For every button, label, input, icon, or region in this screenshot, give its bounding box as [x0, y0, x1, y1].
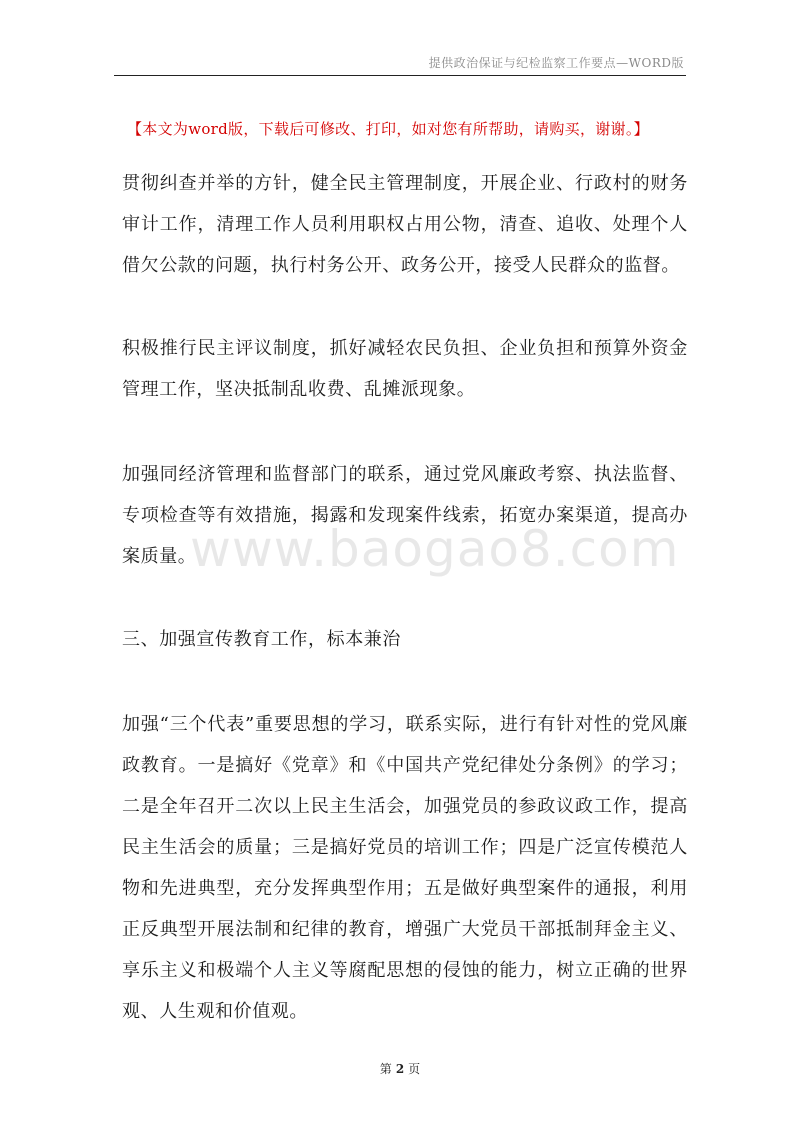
- paragraph-3: 加强同经济管理和监督部门的联系，通过党风廉政考察、执法监督、专项检查等有效措施，揭露和发现案件线索，拓宽办案渠道，提高办案质量。: [122, 464, 688, 567]
- page-number: 2: [395, 1062, 405, 1076]
- running-header: 提供政治保证与纪检监察工作要点—WORD版: [428, 56, 684, 70]
- page-footer: [0, 1060, 800, 1077]
- section-heading: 三、加强宣传教育工作，标本兼治: [122, 629, 401, 650]
- paragraph-5: 加强“三个代表”重要思想的学习，联系实际，进行有针对性的党风廉政教育。一是搞好《党章》和《中国共产党纪律处分条例》的学习；二是全年召开二次以上民主生活会，加强党员的参政议政工作，提高民主生活会的质量；三是搞好党员的培训工作；四是广泛宣传模范人物和先进典型，充分发挥典型作用；五是做好典型案件的通报，利用正反典型开展法制和纪律的教育，增强广大党员干部抵制拜金主义、享乐主义和极端个人主义等腐配思想的侵蚀的能力，树立正确的世界观、人生观和价值观。: [122, 714, 688, 1022]
- paragraph-2: 积极推行民主评议制度，抓好减轻农民负担、企业负担和预算外资金管理工作，坚决抵制乱收费、乱摊派现象。: [122, 338, 688, 400]
- header-divider: [114, 75, 686, 76]
- page-suffix: 页: [408, 1062, 421, 1076]
- purchase-notice: 【本文为word版，下载后可修改、打印，如对您有所帮助，请购买，谢谢。】: [127, 120, 649, 138]
- watermark: www.baogao8.com: [190, 520, 680, 578]
- page-prefix: 第: [379, 1062, 392, 1076]
- paragraph-1: 贯彻纠查并举的方针，健全民主管理制度，开展企业、行政村的财务审计工作，清理工作人员利用职权占用公物，清查、追收、处理个人借欠公款的问题，执行村务公开、政务公开，接受人民群众的监督。: [122, 173, 688, 276]
